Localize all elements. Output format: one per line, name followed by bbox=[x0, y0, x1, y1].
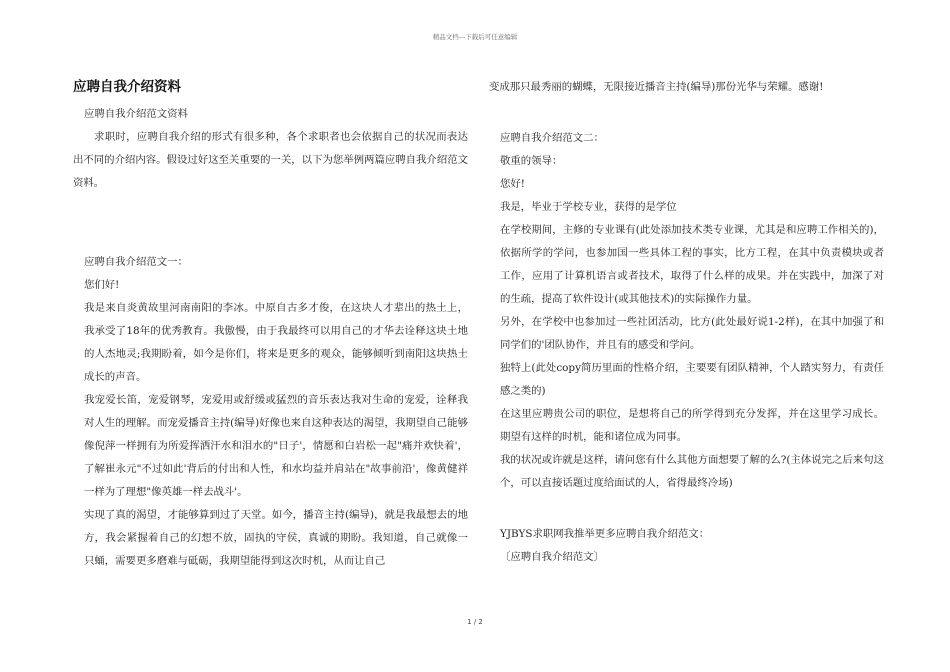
paragraph: 我的状况或许就是这样，请问您有什么其他方面想要了解的么?(主体说完之后来句这个，可以直接话题过度给面试的人，省得最终冷场) bbox=[500, 454, 884, 489]
paragraph: 我宠爱长笛，宠爱钢琴，宠爱用或舒缓或猛烈的音乐表达我对生命的宠爱，诠释我对人生的理解。而宠爱播音主持(编导)好像也来自这种表达的渴望，我期望自己能够像倪萍一样拥有为所爱挥洒汗水和泪水的"日子'，情愿和白岩松一起"痛并欢快着'，了解崔永元"不过如此'背后的付出和人性，和水均益并肩站在"故事前沿'，像黄健祥一样为了理想"像英雄一样去战斗'。 bbox=[84, 394, 468, 498]
paragraph: 在学校期间，主修的专业课有(此处添加技术类专业课，尤其是和应聘工作相关的)，依据所学的学问，也参加国一些具体工程的事实，比方工程，在其中负责模块或者工作，应用了计算机语言或者技术，取得了什么样的成果。并在实践中，加深了对的生疏，提高了软件设计(或其他技术)的实际操作力量。 bbox=[500, 224, 884, 305]
document-title: 应聘自我介绍资料 bbox=[73, 79, 181, 95]
spacer bbox=[73, 241, 468, 251]
right-column bbox=[489, 76, 884, 569]
paragraph: 独特上(此处copy简历里面的性格介绍，主要要有团队精神，个人踏实努力，有责任感之类的) bbox=[500, 362, 884, 397]
more-samples-link[interactable]: 〔应聘自我介绍范文〕 bbox=[500, 551, 604, 563]
header-note: 精品文档---下载后可任意编辑 bbox=[432, 33, 518, 41]
paragraph: 在这里应聘贵公司的职位，是想将自己的所学得到充分发挥，并在这里学习成长。期望有这样的时机，能和诸位成为同事。 bbox=[500, 408, 884, 443]
paragraph: 另外，在学校中也参加过一些社团活动，比方(此处最好说1-2样)，在其中加强了和同学们的'团队协作，并且有的感受和学问。 bbox=[500, 316, 884, 351]
sample2-heading: 应聘自我介绍范文二： bbox=[500, 132, 604, 144]
subtitle: 应聘自我介绍范文资料 bbox=[84, 108, 188, 120]
page-number: 1 / 2 bbox=[467, 618, 483, 626]
paragraph: 实现了真的渴望，才能够算到过了天堂。如今，播音主持(编导)，就是我最想去的地方，我会紧握着自己的幻想不放，固执的守侯，真诚的期盼。我知道，自己就像一只蛹，需要更多磨难与砥砺，我期望能得到这次时机，从而让自己 bbox=[84, 509, 468, 567]
greeting: 您们好! bbox=[84, 279, 120, 291]
left-column bbox=[73, 76, 468, 573]
salutation: 敬重的领导： bbox=[500, 155, 563, 167]
more-samples-text: YJBYS求职网我推举更多应聘自我介绍范文： bbox=[500, 528, 710, 540]
spacer bbox=[489, 495, 884, 523]
spacer bbox=[489, 99, 884, 127]
paragraph: 我是来自炎黄故里河南南阳的李冰。中原自古多才俊，在这块人才辈出的热土上，我承受了18年的优秀教育。我傲慢，由于我最终可以用自己的才华去诠释这块土地的人杰地灵;我期盼着，如今是你们，将来是更多的观众，能够倾听到南阳这块热土成长的声音。 bbox=[84, 302, 468, 383]
greeting: 您好! bbox=[500, 178, 525, 190]
sample1-heading: 应聘自我介绍范文一： bbox=[84, 256, 188, 268]
paragraph: 我是，毕业于学校专业，获得的是学位 bbox=[500, 201, 677, 213]
intro-paragraph: 求职时，应聘自我介绍的形式有很多种，各个求职者也会依据自己的状况而表达出不同的介绍内容。假设过好这至关重要的一关，以下为您举例两篇应聘自我介绍范文资料。 bbox=[73, 131, 468, 189]
continuation-paragraph: 变成那只最秀丽的蝴蝶，无限接近播音主持(编导)那份光华与荣耀。感谢! bbox=[489, 81, 824, 93]
spacer bbox=[73, 195, 468, 241]
